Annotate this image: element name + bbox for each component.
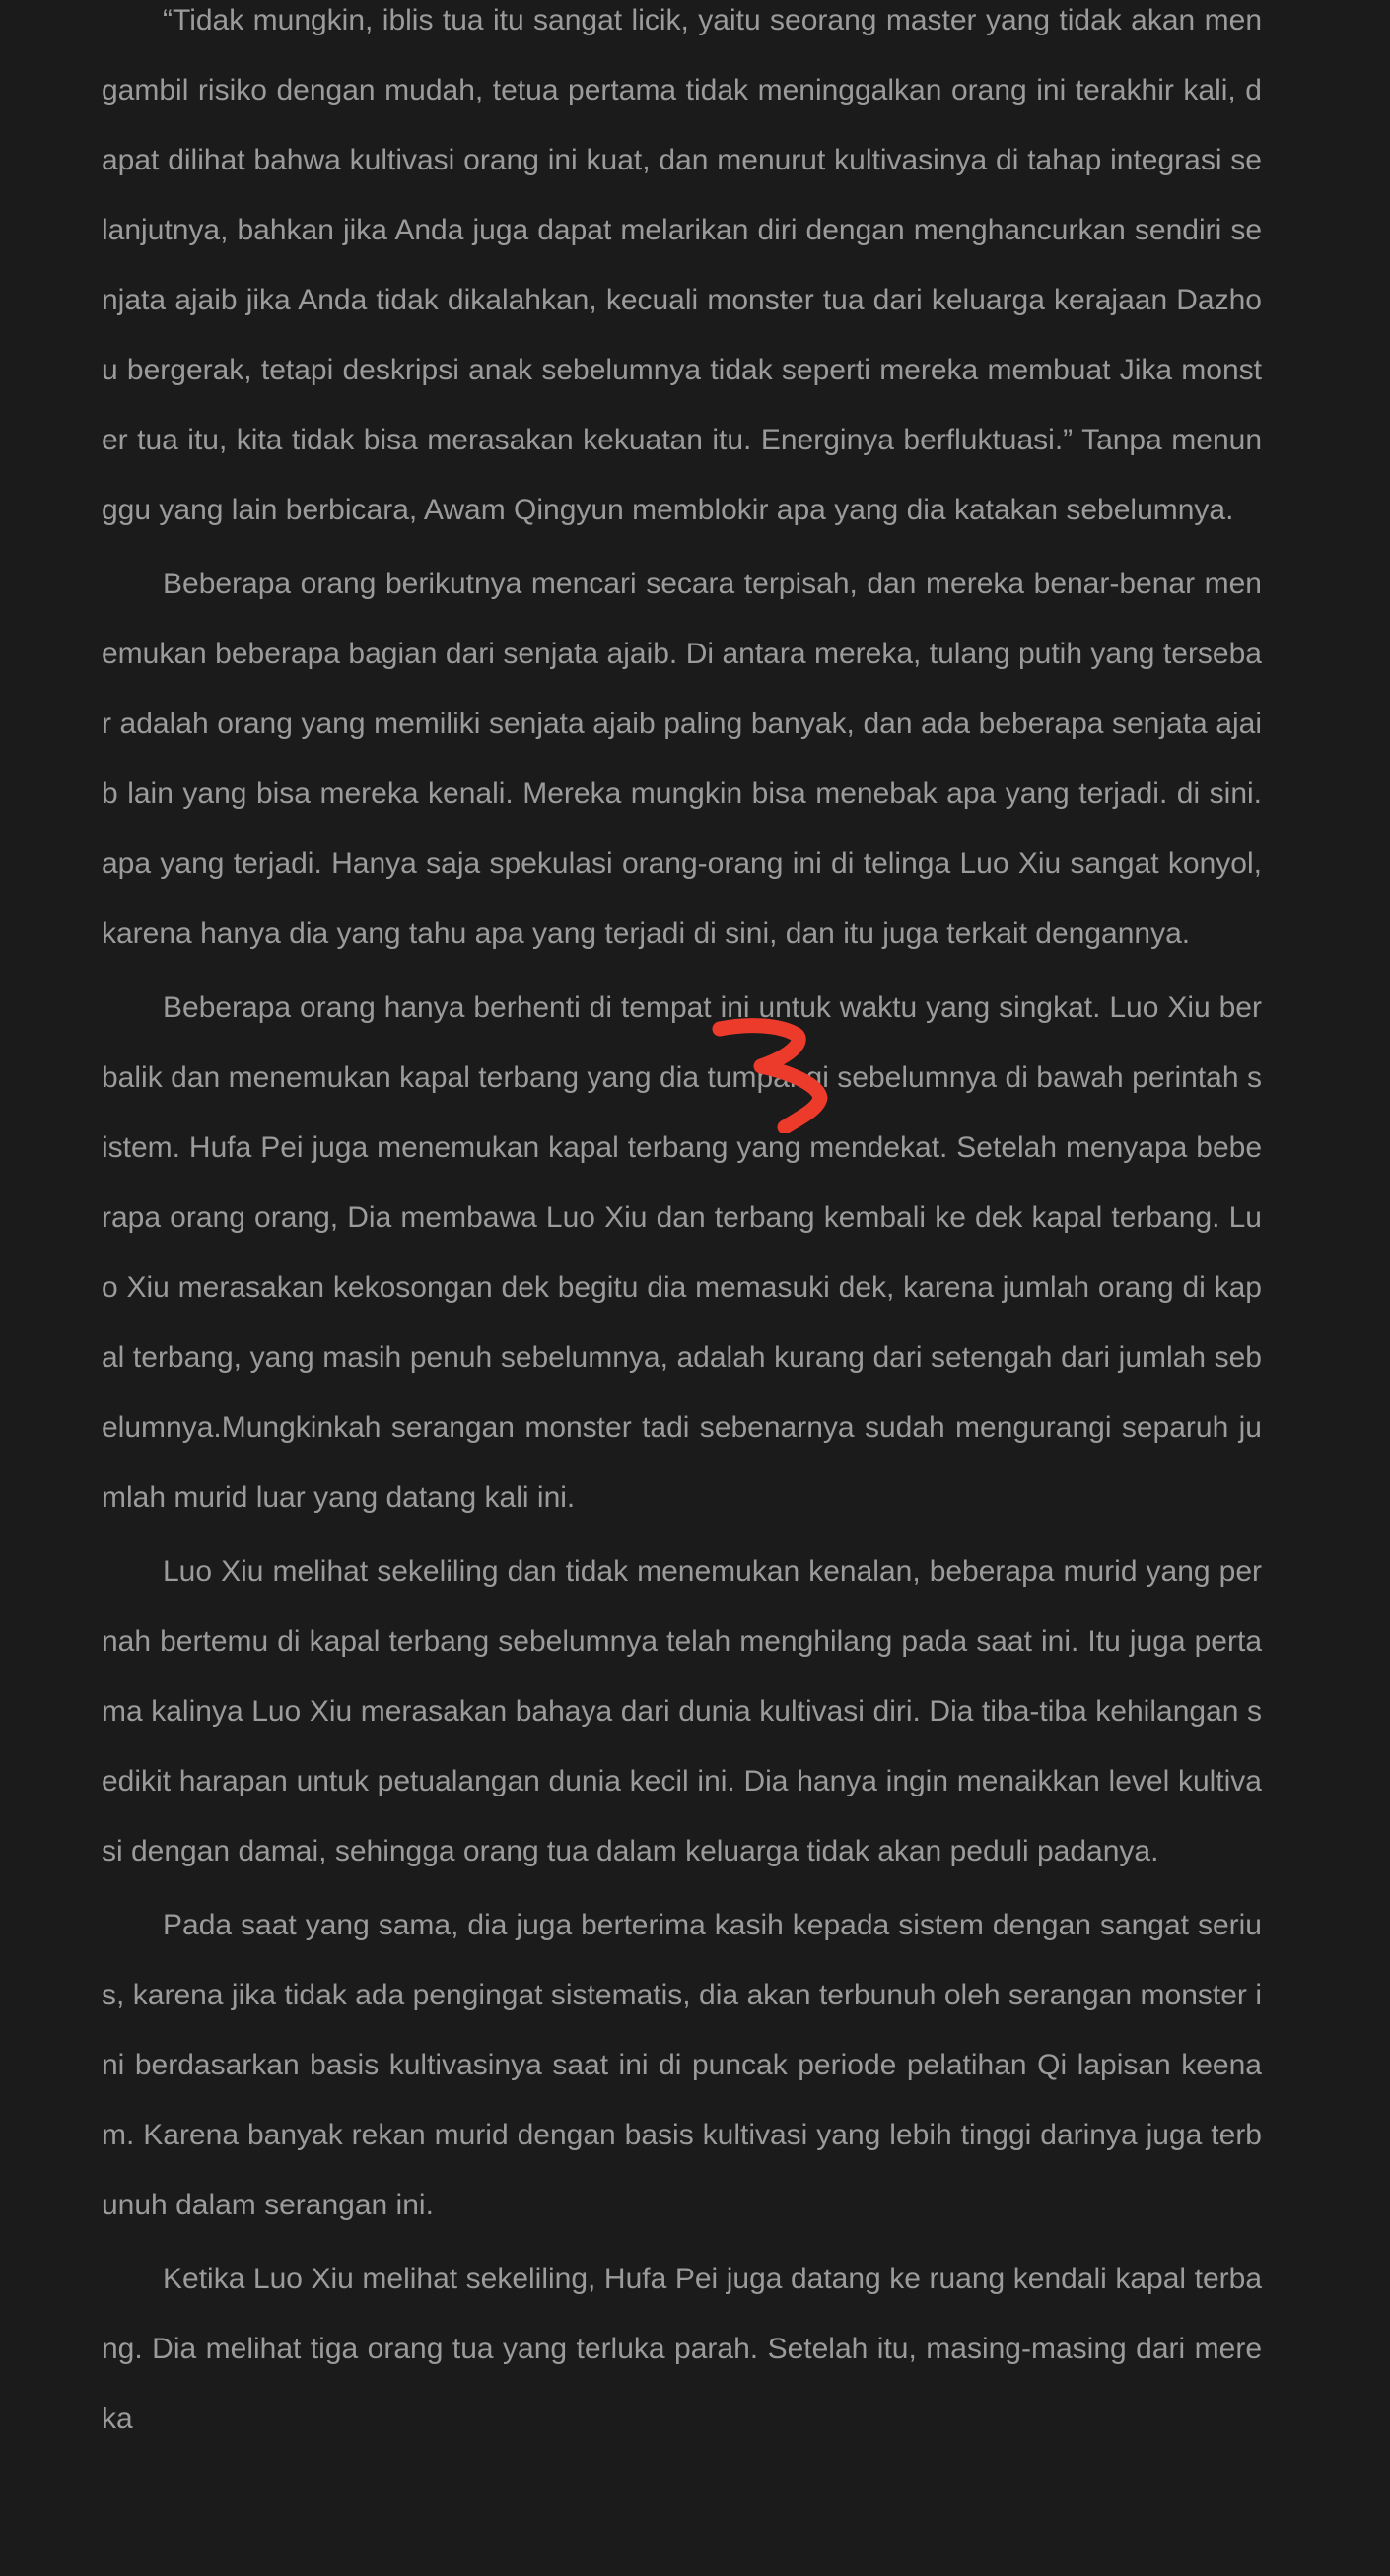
paragraph-2: Beberapa orang berikutnya mencari secara terpisah, dan mereka benar-benar menemukan beberapa bagian dari senjata ajaib. Di antara mereka, tulang putih yang tersebar adalah orang yang memiliki senjata ajaib paling banyak, dan ada beberapa senjata ajaib lain yang bisa mereka kenali. Mereka mungkin bisa menebak apa yang terjadi. di sini. apa yang terjadi. Hanya saja spekulasi orang-orang ini di telinga Luo Xiu sangat konyol, karena hanya dia yang tahu apa yang terjadi di sini, dan itu juga terkait dengannya. <box>102 568 1262 950</box>
paragraph-6: Ketika Luo Xiu melihat sekeliling, Hufa Pei juga datang ke ruang kendali kapal terbang. Dia melihat tiga orang tua yang terluka parah. Setelah itu, masing-masing dari mereka <box>102 2263 1262 2435</box>
paragraph-5: Pada saat yang sama, dia juga berterima kasih kepada sistem dengan sangat serius, karena jika tidak ada pengingat sistematis, dia akan terbunuh oleh serangan monster ini berdasarkan basis kultivasinya saat ini di puncak periode pelatihan Qi lapisan keenam. Karena banyak rekan murid dengan basis kultivasi yang lebih tinggi darinya juga terbunuh dalam serangan ini. <box>102 1909 1262 2221</box>
paragraph-3: Beberapa orang hanya berhenti di tempat ini untuk waktu yang singkat. Luo Xiu berbalik dan menemukan kapal terbang yang dia tumpangi sebelumnya di bawah perintah sistem. Hufa Pei juga menemukan kapal terbang yang mendekat. Setelah menyapa beberapa orang orang, Dia membawa Luo Xiu dan terbang kembali ke dek kapal terbang. Luo Xiu merasakan kekosongan dek begitu dia memasuki dek, karena jumlah orang di kapal terbang, yang masih penuh sebelumnya, adalah kurang dari setengah dari jumlah sebelumnya.Mungkinkah serangan monster tadi sebenarnya sudah mengurangi separuh jumlah murid luar yang datang kali ini. <box>102 991 1262 1514</box>
paragraph-4: Luo Xiu melihat sekeliling dan tidak menemukan kenalan, beberapa murid yang pernah bertemu di kapal terbang sebelumnya telah menghilang pada saat ini. Itu juga pertama kalinya Luo Xiu merasakan bahaya dari dunia kultivasi diri. Dia tiba-tiba kehilangan sedikit harapan untuk petualangan dunia kecil ini. Dia hanya ingin menaikkan level kultivasi dengan damai, sehingga orang tua dalam keluarga tidak akan peduli padanya. <box>102 1555 1262 1867</box>
paragraph-1: “Tidak mungkin, iblis tua itu sangat licik, yaitu seorang master yang tidak akan mengambil risiko dengan mudah, tetua pertama tidak meninggalkan orang ini terakhir kali, dapat dilihat bahwa kultivasi orang ini kuat, dan menurut kultivasinya di tahap integrasi selanjutnya, bahkan jika Anda juga dapat melarikan diri dengan menghancurkan sendiri senjata ajaib jika Anda tidak dikalahkan, kecuali monster tua dari keluarga kerajaan Dazhou bergerak, tetapi deskripsi anak sebelumnya tidak seperti mereka membuat Jika monster tua itu, kita tidak bisa merasakan kekuatan itu. Energinya berfluktuasi.” Tanpa menunggu yang lain berbicara, Awam Qingyun memblokir apa yang dia katakan sebelumnya. <box>102 4 1262 526</box>
reader-text-area <box>102 0 1262 2458</box>
